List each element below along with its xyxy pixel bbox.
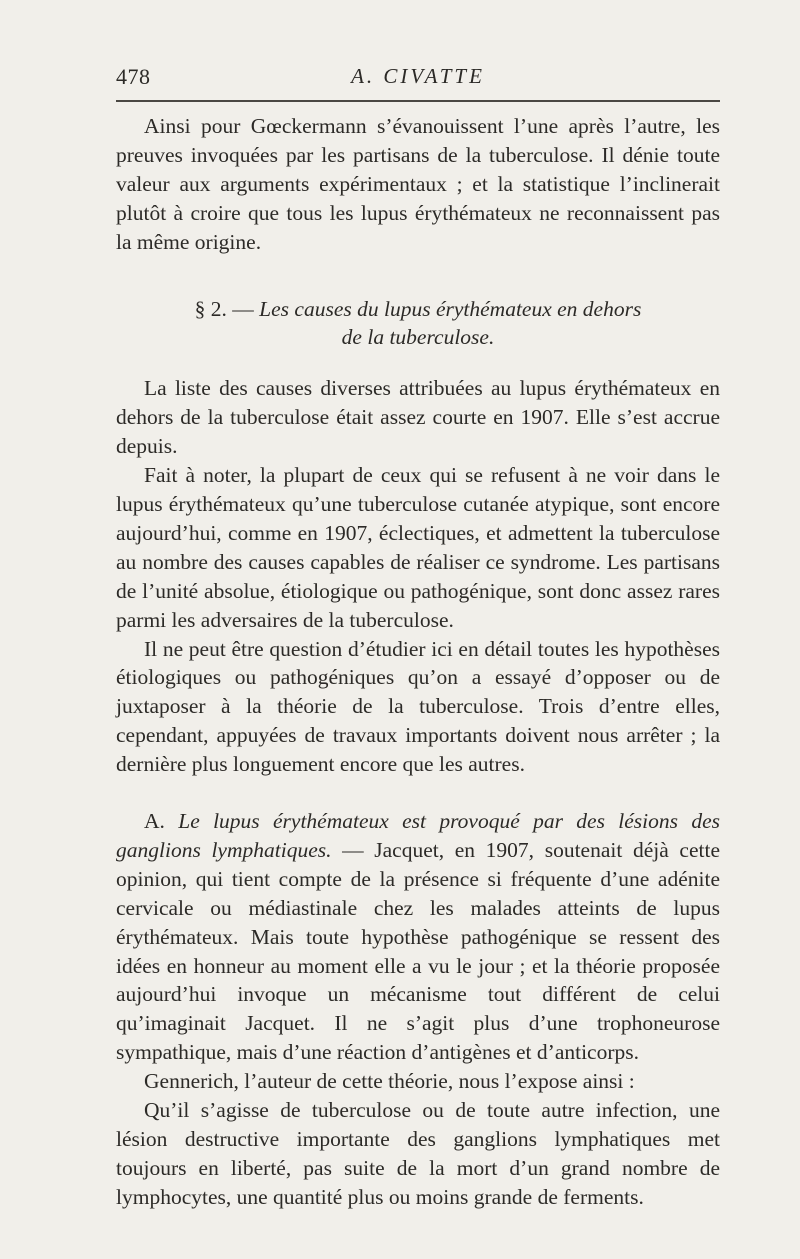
paragraph-1: Ainsi pour Gœckermann s’évanouissent l’une après l’autre, les preuves invoquées par les partisans de la tuberculose. Il dénie toute valeur aux arguments expérimentaux ; et la statistique l’inclinerait plutôt à croire que tous les lupus érythémateux ne reconnaissent pas la même origine. bbox=[116, 114, 720, 254]
paragraph-4: Il ne peut être question d’étudier ici en détail toutes les hypothèses étiologiques ou pathogéniques qu’on a essayé d’opposer ou de juxtaposer à la théorie de la tuberculose. Trois d’entre elles, cependant, appuyées de travaux importants doivent nous arrêter ; la dernière plus longuement encore que les autres. bbox=[116, 636, 720, 777]
section-heading bbox=[116, 295, 720, 353]
subsection-text: — Jacquet, en 1907, soutenait déjà cette opinion, qui tient compte de la présence si fréquente d’une adénite cervicale ou médiastinale chez les malades atteints de lupus érythémateux. Mais toute hypothèse pathogénique se ressent des idées en honneur au moment elle a vu le jour ; et la théorie proposée aujourd’hui invoque un mécanisme tout différent de celui qu’imaginait Jacquet. Il ne s’agit plus d’une trophoneurose sympathique, mais d’une réaction d’antigènes et d’anticorps. bbox=[116, 837, 720, 1065]
running-head: A. CIVATTE bbox=[351, 64, 485, 88]
subsection-label: A. bbox=[144, 809, 165, 834]
section-marker: § 2. — bbox=[194, 296, 254, 321]
paragraph-5 bbox=[116, 807, 720, 1067]
header-rule bbox=[116, 100, 720, 102]
subsection-title: Le lupus érythémateux est provoqué par des lésions des ganglions lymphatiques. bbox=[116, 809, 721, 862]
paragraph-6: Gennerich, l’auteur de cette théorie, nous l’expose ainsi : bbox=[144, 1069, 635, 1094]
paragraph-7: Qu’il s’agisse de tuberculose ou de toute autre infection, une lésion destructive importante des ganglions lymphatiques met toujours en liberté, pas suite de la mort d’un grand nombre de lymphocytes, une quantité plus ou moins grande de ferments. bbox=[116, 1098, 720, 1209]
page-number: 478 bbox=[116, 64, 151, 89]
section-title-line1: Les causes du lupus érythémateux en dehors bbox=[259, 296, 642, 321]
paragraph-3: Fait à noter, la plupart de ceux qui se refusent à ne voir dans le lupus érythémateux qu’une tuberculose cutanée atypique, sont encore aujourd’hui, comme en 1907, éclectiques, et admettent la tuberculose au nombre des causes capables de réaliser ce syndrome. Les partisans de l’unité absolue, étiologique ou pathogénique, sont donc assez rares parmi les adversaires de la tuberculose. bbox=[116, 463, 720, 632]
page-body bbox=[116, 112, 720, 1212]
section-title-line2: de la tuberculose. bbox=[341, 325, 495, 350]
paragraph-2: La liste des causes diverses attribuées au lupus érythémateux en dehors de la tuberculose était assez courte en 1907. Elle s’est accrue depuis. bbox=[116, 376, 720, 459]
page-header bbox=[116, 60, 720, 100]
